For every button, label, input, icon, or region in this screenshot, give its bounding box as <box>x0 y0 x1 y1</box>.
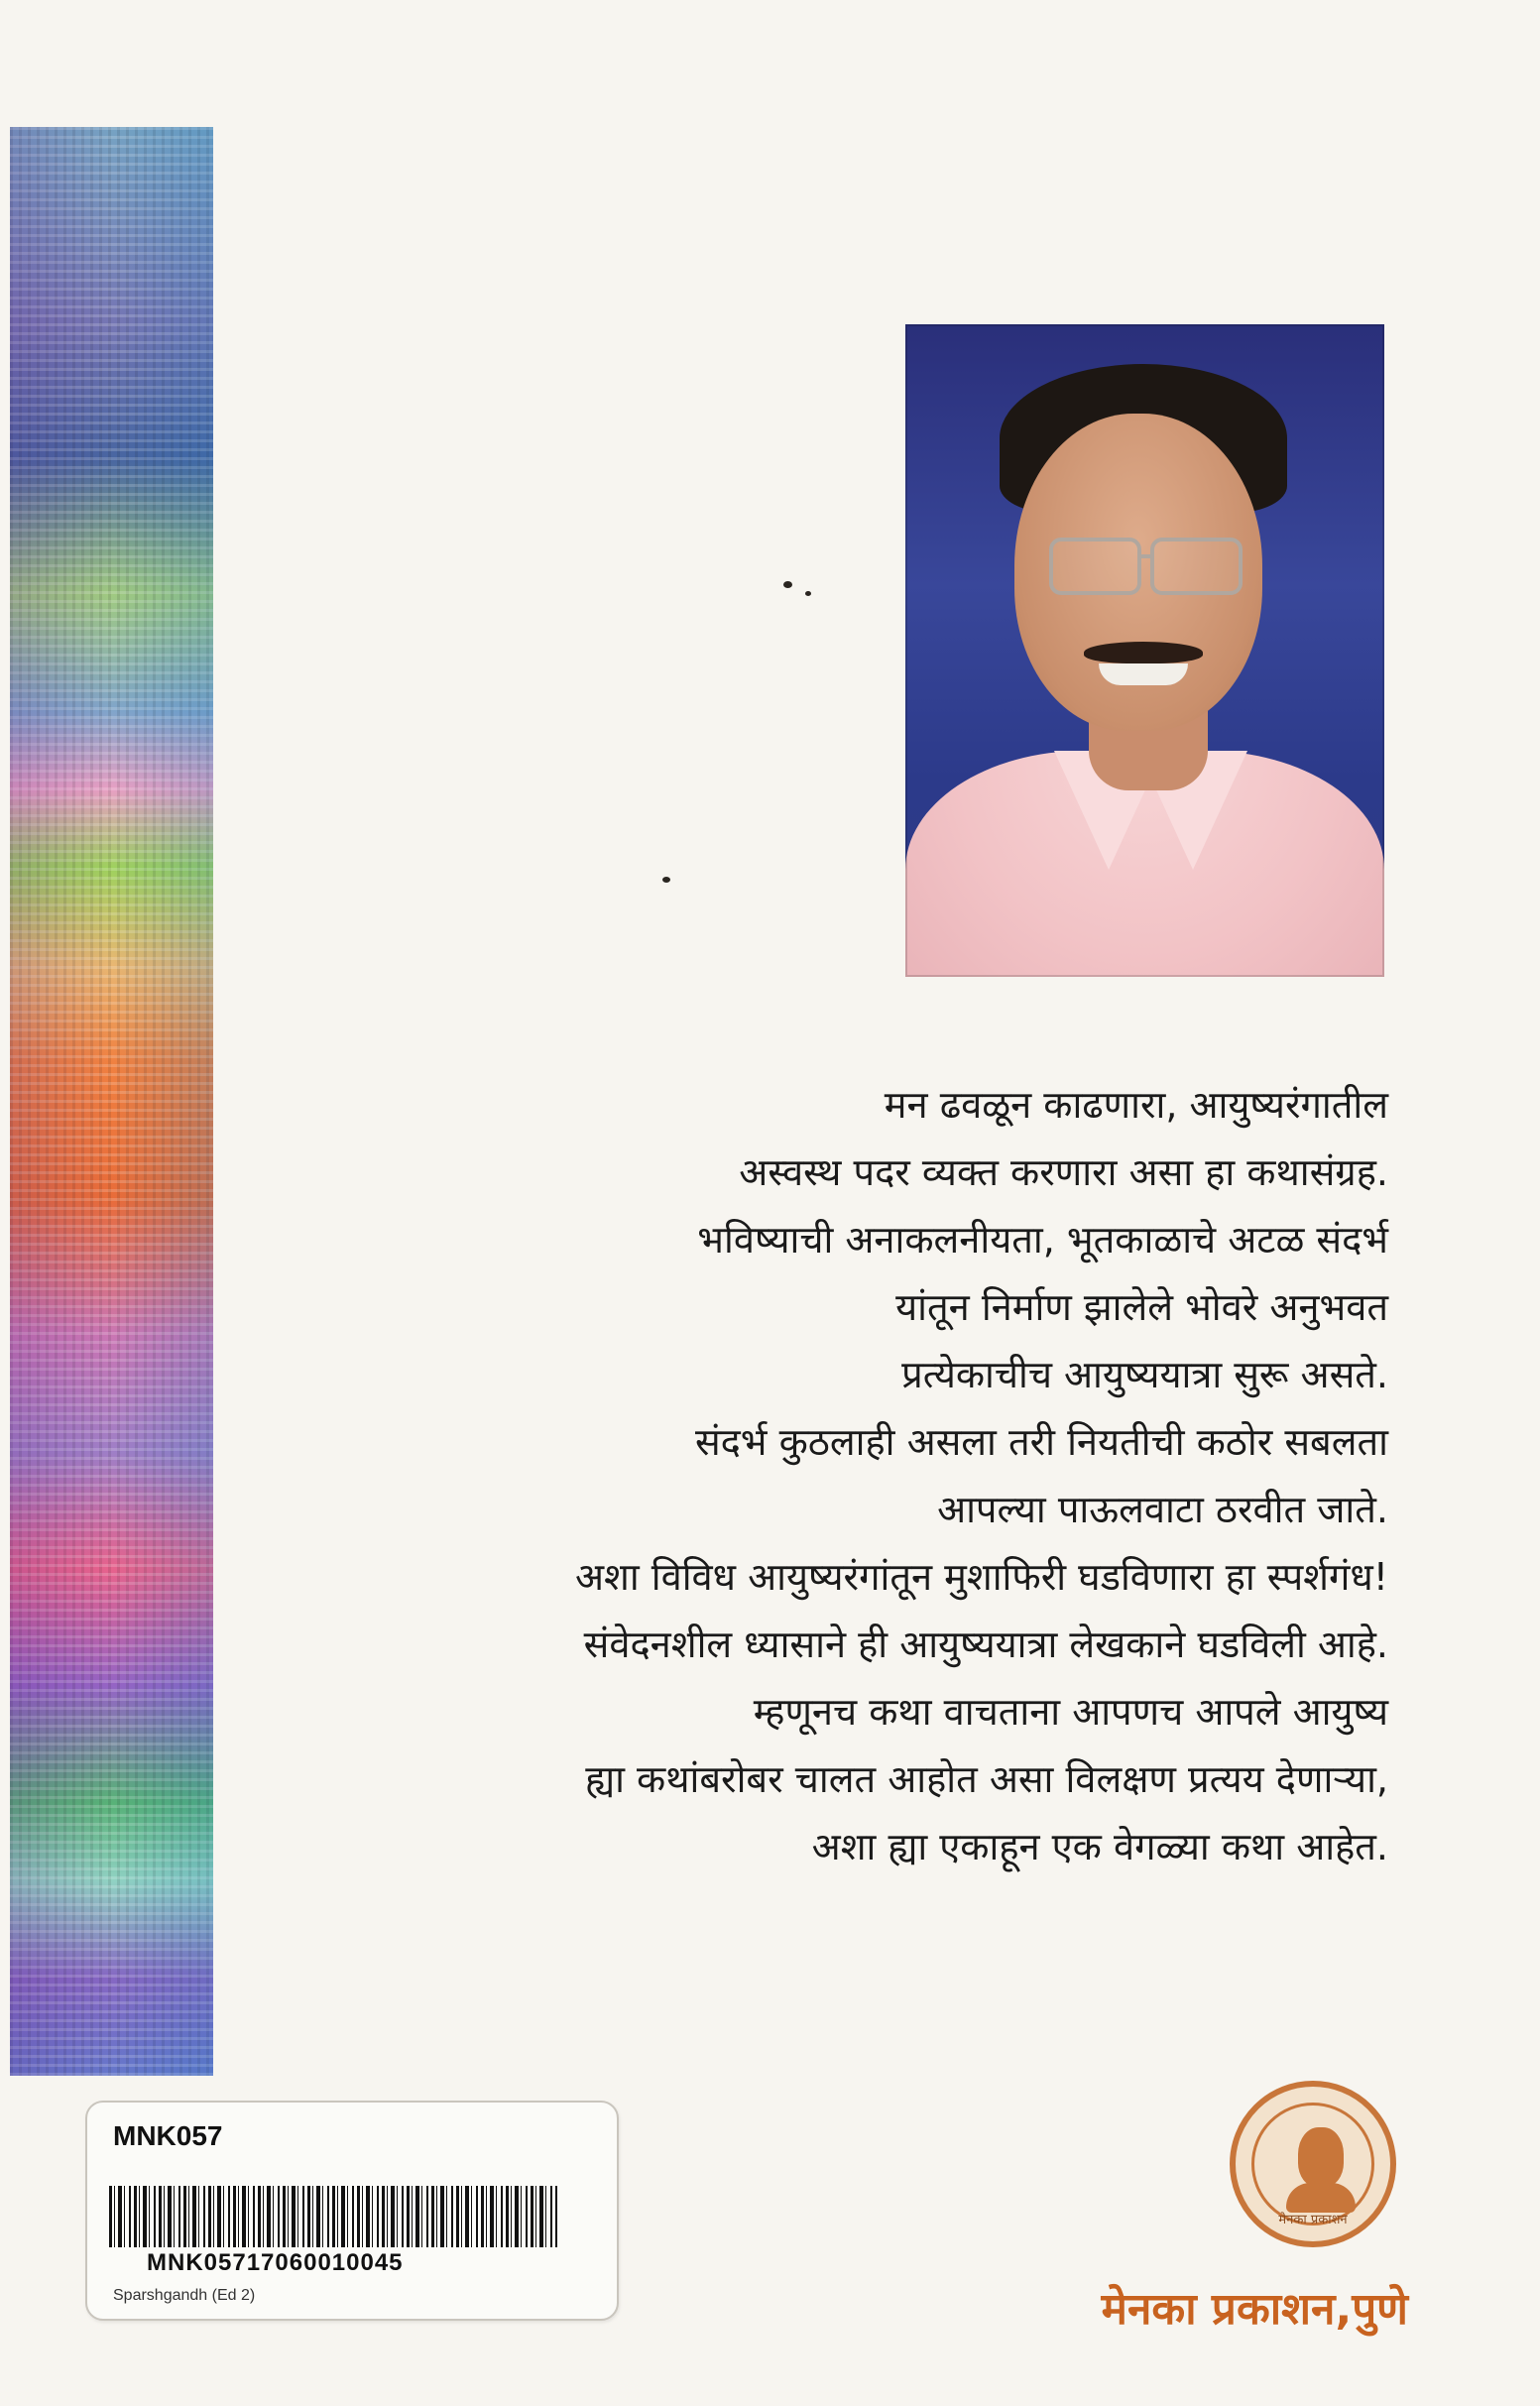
seal-figure-head <box>1298 2127 1344 2187</box>
blurb-line: अशा विविध आयुष्यरंगांतून मुशाफिरी घडविणारा हा स्पर्शगंध! <box>574 1555 1388 1599</box>
print-speck <box>783 581 792 588</box>
blurb-line: ह्या कथांबरोबर चालत आहोत असा विलक्षण प्रत्यय देणाऱ्या, <box>585 1757 1388 1801</box>
blurb-line: अशा ह्या एकाहून एक वेगळ्या कथा आहेत. <box>811 1825 1388 1868</box>
publisher-seal-logo <box>1230 2081 1396 2247</box>
blurb-line: यांतून निर्माण झालेले भोवरे अनुभवत <box>895 1285 1388 1329</box>
photo-frame <box>905 324 1384 977</box>
print-speck <box>662 877 670 883</box>
barcode-book-title: Sparshgandh (Ed 2) <box>113 2287 256 2304</box>
decorative-color-strip <box>10 127 213 2076</box>
blurb-line: प्रत्येकाचीच आयुष्ययात्रा सुरू असते. <box>901 1353 1388 1396</box>
barcode-sticker <box>85 2101 619 2321</box>
blurb-line: संवेदनशील ध्यासाने ही आयुष्ययात्रा लेखकाने घडविली आहे. <box>583 1623 1388 1666</box>
seal-inner-ring <box>1251 2103 1374 2226</box>
blurb-line: आपल्या पाऊलवाटा ठरवीत जाते. <box>937 1488 1388 1531</box>
barcode-number: MNK05717060010045 <box>147 2249 404 2276</box>
publisher-name: मेनका प्रकाशन,पुणे <box>1101 2284 1408 2335</box>
author-photo <box>905 324 1384 977</box>
blurb-text <box>337 1071 1388 1880</box>
blurb-line: भविष्याची अनाकलनीयता, भूतकाळाचे अटळ संदर्भ <box>697 1218 1388 1262</box>
blurb-line: अस्वस्थ पदर व्यक्त करणारा असा हा कथासंग्रह. <box>739 1150 1388 1194</box>
blurb-line: संदर्भ कुठलाही असला तरी नियतीची कठोर सबलता <box>694 1420 1388 1464</box>
seal-text: मेनका प्रकाशन <box>1278 2213 1348 2227</box>
print-speck <box>805 591 811 596</box>
barcode-code-top: MNK057 <box>113 2120 223 2151</box>
barcode-bars <box>109 2186 557 2247</box>
blurb-line: मन ढवळून काढणारा, आयुष्यरंगातील <box>884 1083 1388 1127</box>
blurb-line: म्हणूनच कथा वाचताना आपणच आपले आयुष्य <box>753 1690 1388 1734</box>
seal-figure-body <box>1286 2183 1356 2213</box>
